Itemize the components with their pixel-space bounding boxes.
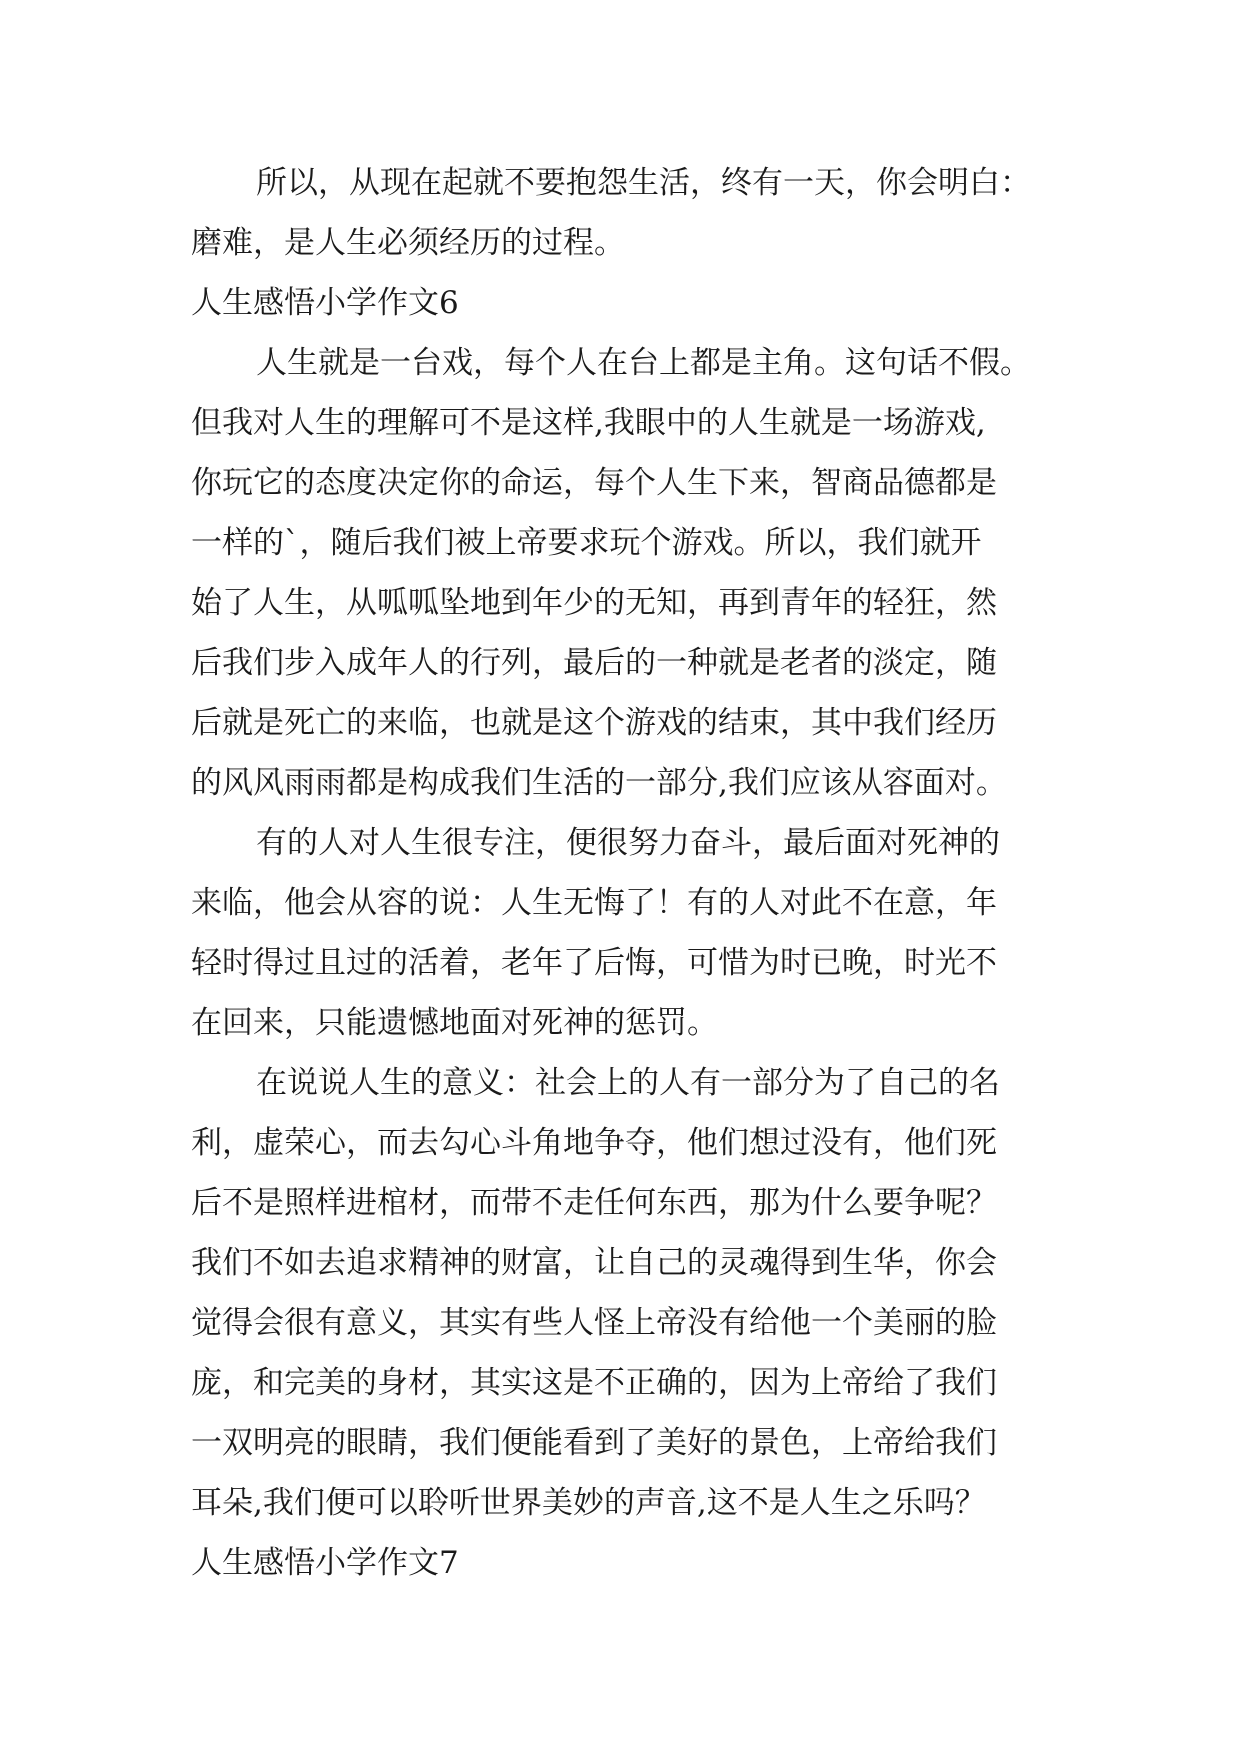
line-text: 磨难，是人生必须经历的过程。 <box>191 225 625 261</box>
paragraph-line <box>0 333 1241 393</box>
paragraph-line <box>0 393 1241 453</box>
paragraph-line <box>0 753 1241 813</box>
line-text: 始了人生，从呱呱坠地到年少的无知，再到青年的轻狂，然 <box>191 585 997 621</box>
line-text: 在回来，只能遗憾地面对死神的惩罚。 <box>191 1005 718 1041</box>
line-text: 有的人对人生很专注，便很努力奋斗，最后面对死神的 <box>256 825 1000 861</box>
section-heading <box>0 1533 1241 1593</box>
paragraph-line <box>0 1173 1241 1233</box>
line-text: 但我对人生的理解可不是这样,我眼中的人生就是一场游戏, <box>191 405 986 441</box>
paragraph-line <box>0 693 1241 753</box>
paragraph-line <box>0 1233 1241 1293</box>
paragraph-line <box>0 1353 1241 1413</box>
section-heading <box>0 273 1241 333</box>
paragraph-line <box>0 633 1241 693</box>
paragraph-line <box>0 1113 1241 1173</box>
line-text: 后我们步入成年人的行列，最后的一种就是老者的淡定，随 <box>191 645 997 681</box>
line-text: 来临，他会从容的说：人生无悔了！有的人对此不在意，年 <box>191 885 997 921</box>
line-text: 一双明亮的眼睛，我们便能看到了美好的景色，上帝给我们 <box>191 1425 997 1461</box>
paragraph-line <box>0 933 1241 993</box>
paragraph-line <box>0 1473 1241 1533</box>
line-text: 耳朵,我们便可以聆听世界美妙的声音,这不是人生之乐吗？ <box>191 1485 986 1521</box>
paragraph-line <box>0 1413 1241 1473</box>
line-text: 你玩它的态度决定你的命运，每个人生下来，智商品德都是 <box>191 465 997 501</box>
paragraph-line <box>0 1293 1241 1353</box>
heading-text: 人生感悟小学作文6 <box>191 285 459 321</box>
line-text: 的风风雨雨都是构成我们生活的一部分,我们应该从容面对。 <box>191 765 1007 801</box>
line-text: 所以，从现在起就不要抱怨生活，终有一天，你会明白： <box>256 165 1031 201</box>
paragraph-line <box>0 813 1241 873</box>
line-text: 后就是死亡的来临，也就是这个游戏的结束，其中我们经历 <box>191 705 997 741</box>
paragraph-line <box>0 513 1241 573</box>
paragraph-line <box>0 453 1241 513</box>
line-text: 一样的`，随后我们被上帝要求玩个游戏。所以，我们就开 <box>191 525 982 561</box>
paragraph-line <box>0 573 1241 633</box>
line-text: 在说说人生的意义：社会上的人有一部分为了自己的名 <box>256 1065 1000 1101</box>
line-text: 人生就是一台戏，每个人在台上都是主角。这句话不假。 <box>256 345 1031 381</box>
paragraph-line <box>0 1053 1241 1113</box>
heading-text: 人生感悟小学作文7 <box>191 1545 459 1581</box>
line-text: 庞，和完美的身材，其实这是不正确的，因为上帝给了我们 <box>191 1365 997 1401</box>
line-text: 后不是照样进棺材，而带不走任何东西，那为什么要争呢？ <box>191 1185 997 1221</box>
paragraph-line <box>0 153 1241 213</box>
line-text: 觉得会很有意义，其实有些人怪上帝没有给他一个美丽的脸 <box>191 1305 997 1341</box>
line-text: 利，虚荣心，而去勾心斗角地争夺，他们想过没有，他们死 <box>191 1125 997 1161</box>
paragraph-line <box>0 993 1241 1053</box>
paragraph-line <box>0 213 1241 273</box>
line-text: 我们不如去追求精神的财富，让自己的灵魂得到生华，你会 <box>191 1245 997 1281</box>
paragraph-line <box>0 873 1241 933</box>
line-text: 轻时得过且过的活着，老年了后悔，可惜为时已晚，时光不 <box>191 945 997 981</box>
